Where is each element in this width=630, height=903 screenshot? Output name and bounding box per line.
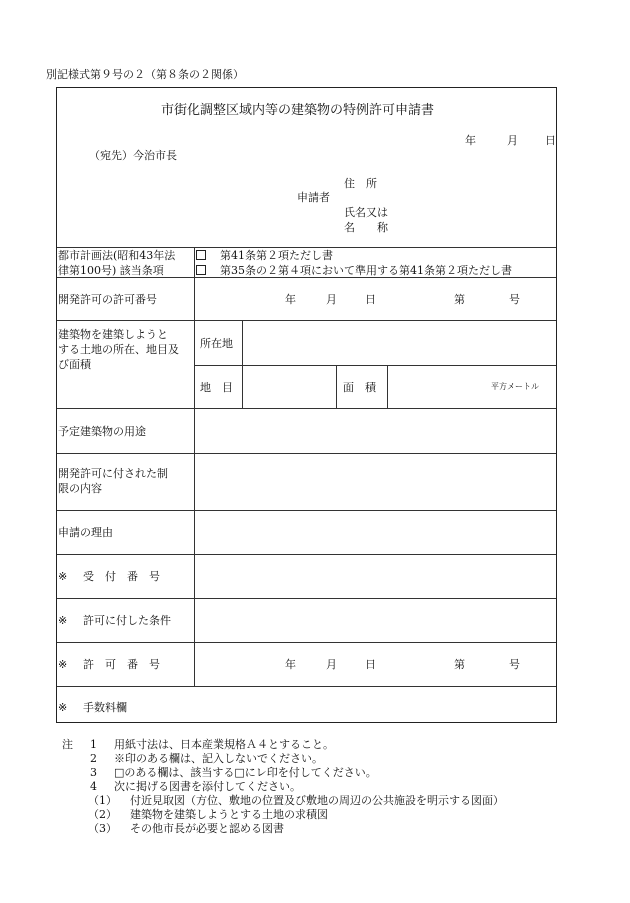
note-item: 2	[90, 752, 97, 765]
conditions-mark: ※	[58, 614, 68, 627]
receipt-number-label: 受 付 番 号	[83, 570, 160, 583]
permit-year[interactable]: 年	[285, 658, 296, 671]
date-day[interactable]: 日	[545, 134, 556, 147]
dev-permit-no-label: 開発許可の許可番号	[58, 293, 157, 306]
dev-permit-number[interactable]: 第	[454, 293, 465, 306]
note-text: ※印のある欄は、記入しないでください。	[114, 752, 323, 765]
law-label: 都市計画法(昭和43年法 律第100号) 該当条項	[58, 249, 176, 277]
receipt-mark: ※	[58, 570, 68, 583]
note-item: 1	[90, 738, 97, 751]
note-text: 用紙寸法は、日本産業規格Ａ４とすること。	[114, 738, 334, 751]
note-text: 次に掲げる図書を添付してください。	[114, 780, 301, 793]
permit-go: 号	[509, 658, 520, 671]
applicant-address-label: 住 所	[344, 177, 377, 190]
reason-label: 申請の理由	[58, 526, 113, 539]
fee-label: 手数料欄	[83, 701, 127, 714]
land-category-label: 地 目	[200, 381, 233, 394]
date-month[interactable]: 月	[507, 134, 518, 147]
note-text: □のある欄は、該当する□にレ印を付してください。	[114, 766, 377, 779]
permit-day[interactable]: 日	[365, 658, 376, 671]
dev-permit-go: 号	[509, 293, 520, 306]
checkbox[interactable]	[196, 265, 206, 275]
law-option-41[interactable]: 第41条第２項ただし書	[196, 248, 512, 263]
law-options	[196, 248, 512, 278]
area-label: 面 積	[343, 381, 376, 394]
permit-number-label: 許 可 番 号	[83, 658, 160, 671]
dev-permit-month[interactable]: 月	[326, 293, 337, 306]
date-year[interactable]: 年	[465, 134, 476, 147]
addressee: （宛先）今治市長	[89, 149, 177, 162]
location-label: 所在地	[200, 337, 233, 350]
sub-note-text: 付近見取図（方位、敷地の位置及び敷地の周辺の公共施設を明示する図面）	[130, 794, 504, 807]
dev-permit-day[interactable]: 日	[365, 293, 376, 306]
sub-note-text: その他市長が必要と認める図書	[130, 822, 284, 835]
applicant-label: 申請者	[297, 191, 330, 204]
sub-note-item: （1）	[88, 794, 117, 807]
building-use-label: 予定建築物の用途	[58, 425, 146, 438]
application-form	[56, 87, 557, 723]
area-unit: 平方メートル	[491, 382, 539, 391]
note-item: 4	[90, 780, 97, 793]
land-label: 建築物を建築しようと する土地の所在、地目及 び面積	[58, 328, 179, 371]
fee-mark: ※	[58, 701, 68, 714]
sub-note-item: （3）	[88, 822, 117, 835]
sub-note-item: （2）	[88, 808, 117, 821]
law-option-35[interactable]: 第35条の２第４項において準用する第41条第２項ただし書	[196, 263, 512, 278]
permit-number[interactable]: 第	[454, 658, 465, 671]
permit-no-mark: ※	[58, 658, 68, 671]
note-item: 3	[90, 766, 97, 779]
applicant-name-label: 氏名又は	[344, 206, 388, 219]
form-title: 市街化調整区域内等の建築物の特例許可申請書	[161, 103, 435, 118]
notes-heading: 注	[62, 738, 73, 751]
permit-month[interactable]: 月	[326, 658, 337, 671]
applicant-name-label-2: 名 称	[344, 221, 388, 234]
conditions-label: 許可に付した条件	[83, 614, 171, 627]
checkbox[interactable]	[196, 250, 206, 260]
sub-note-text: 建築物を建築しようとする土地の求積図	[130, 808, 328, 821]
form-id: 別記様式第９号の２（第８条の２関係）	[46, 68, 244, 81]
dev-permit-year[interactable]: 年	[285, 293, 296, 306]
restriction-label: 開発許可に付された制 限の内容	[58, 467, 168, 495]
